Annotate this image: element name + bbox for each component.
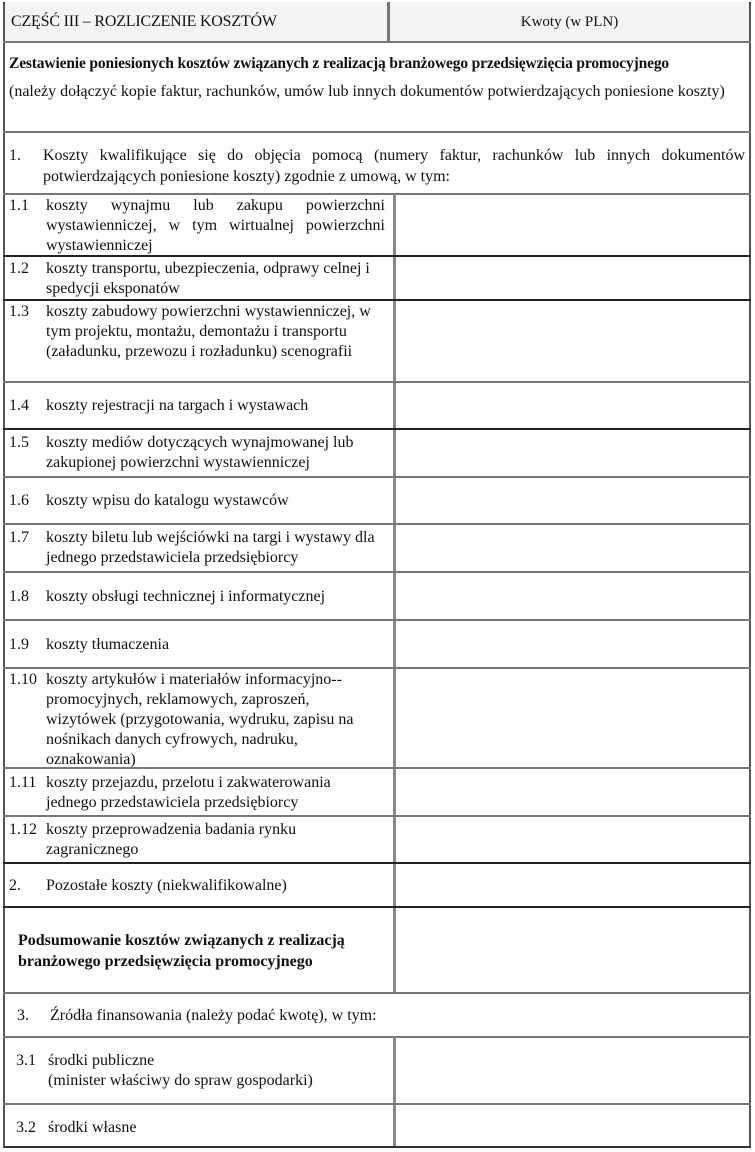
item-number: 1.2 bbox=[9, 260, 29, 277]
cost-item-row bbox=[9, 491, 385, 511]
amount-input-3-2[interactable] bbox=[397, 1105, 747, 1145]
amount-input-1-6[interactable] bbox=[397, 478, 747, 523]
funding-row bbox=[16, 1118, 392, 1138]
amount-input-2[interactable] bbox=[397, 864, 747, 906]
item-number: 1.3 bbox=[9, 303, 29, 320]
funding-number: 3.2 bbox=[16, 1119, 36, 1136]
section-2-label: Pozostałe koszty (niekwalifikowalne) bbox=[46, 877, 287, 894]
amount-input-1-5[interactable] bbox=[397, 430, 747, 476]
column-divider bbox=[393, 1037, 396, 1146]
cost-item-row bbox=[9, 433, 385, 473]
amount-input-1-7[interactable] bbox=[397, 525, 747, 571]
amount-input-1-10[interactable] bbox=[397, 669, 747, 767]
item-number: 1.5 bbox=[9, 434, 29, 451]
item-label: koszty mediów dotyczących wynajmowanej lub zakupionej powierzchni wystawienniczej bbox=[46, 434, 354, 471]
item-number: 1.11 bbox=[9, 774, 37, 791]
funding-sublabel: (minister właściwy do spraw gospodarki) bbox=[48, 1072, 313, 1089]
divider bbox=[3, 992, 751, 994]
funding-row bbox=[16, 1051, 392, 1091]
item-label: koszty obsługi technicznej i informatycznej bbox=[46, 588, 326, 605]
item-number: 1.8 bbox=[9, 588, 29, 605]
amount-input-1-1[interactable] bbox=[397, 195, 747, 255]
item-label: koszty przeprowadzenia badania rynku zagranicznego bbox=[46, 821, 297, 858]
item-label: koszty zabudowy powierzchni wystawienniczej, w tym projektu, montażu, demontażu i transportu (załadunku, przewozu i rozładunku) scenografii bbox=[46, 303, 371, 360]
amount-input-1-12[interactable] bbox=[397, 817, 747, 862]
item-number: 1.7 bbox=[9, 529, 29, 546]
item-label: koszty wpisu do katalogu wystawców bbox=[46, 492, 289, 509]
amount-input-1-8[interactable] bbox=[397, 573, 747, 619]
item-label: koszty rejestracji na targach i wystawach bbox=[46, 397, 309, 414]
section-1-number: 1. bbox=[9, 147, 21, 164]
cost-summary-title: Zestawienie poniesionych kosztów związanych z realizacją branżowego przedsięwzięcia promocyjnego bbox=[9, 55, 670, 72]
amount-input-1-3[interactable] bbox=[397, 301, 747, 381]
item-label: koszty wynajmu lub zakupu powierzchni wystawienniczej, w tym wirtualnej powierzchni wystawienniczej bbox=[46, 197, 385, 254]
amount-input-1-11[interactable] bbox=[397, 769, 747, 815]
item-label: koszty tłumaczenia bbox=[46, 636, 170, 653]
total-label: Podsumowanie kosztów związanych z realizacją branżowego przedsięwzięcia promocyjnego bbox=[18, 932, 345, 970]
cost-item-row bbox=[9, 259, 385, 299]
section-1-heading bbox=[9, 145, 745, 187]
amount-input-total[interactable] bbox=[397, 908, 747, 992]
amount-input-1-9[interactable] bbox=[397, 621, 747, 667]
amount-column-header: Kwoty (w PLN) bbox=[390, 2, 749, 42]
item-number: 1.6 bbox=[9, 492, 29, 509]
funding-label: środki własne bbox=[48, 1119, 137, 1136]
funding-number: 3.1 bbox=[16, 1052, 36, 1069]
section-1-label: Koszty kwalifikujące się do objęcia pomocą (numery faktur, rachunków lub innych dokumentów potwierdzających poniesione koszty) zgodnie z umową, w tym: bbox=[43, 147, 745, 185]
item-label: koszty artykułów i materiałów informacyjno--promocyjnych, reklamowych, zaproszeń, wizytówek (przygotowania, wydruku, zapisu na nośnikach danych cyfrowych, nadruku, oznakowania) bbox=[46, 671, 354, 768]
funding-label-group bbox=[48, 1051, 392, 1091]
divider bbox=[3, 131, 751, 133]
section-3-row bbox=[17, 1006, 717, 1026]
section-title: CZĘŚĆ III – ROZLICZENIE KOSZTÓW bbox=[5, 2, 390, 42]
item-label: koszty transportu, ubezpieczenia, odprawy celnej i spedycji eksponatów bbox=[46, 260, 370, 297]
item-number: 1.12 bbox=[9, 821, 37, 838]
section-3-label: Źródła finansowania (należy podać kwotę), w tym: bbox=[50, 1007, 377, 1024]
item-number: 1.4 bbox=[9, 397, 29, 414]
column-divider bbox=[393, 194, 396, 992]
cost-item-row bbox=[9, 196, 385, 256]
cost-summary-note: (należy dołączyć kopie faktur, rachunków, umów lub innych dokumentów potwierdzających poniesione koszty) bbox=[9, 83, 725, 100]
section-2-row bbox=[9, 876, 385, 896]
section-3-number: 3. bbox=[17, 1007, 29, 1024]
section-2-number: 2. bbox=[9, 877, 21, 894]
cost-item-row bbox=[9, 587, 385, 607]
item-number: 1.10 bbox=[9, 671, 37, 688]
divider bbox=[3, 41, 751, 43]
item-label: koszty biletu lub wejściówki na targi i wystawy dla jednego przedstawiciela przedsiębiorcy bbox=[46, 529, 375, 566]
amount-input-1-4[interactable] bbox=[397, 383, 747, 428]
item-number: 1.1 bbox=[9, 197, 29, 214]
cost-item-row bbox=[9, 820, 385, 860]
cost-item-row bbox=[9, 670, 385, 770]
cost-item-row bbox=[9, 528, 385, 568]
cost-settlement-form bbox=[3, 2, 751, 1148]
funding-label: środki publiczne bbox=[48, 1052, 155, 1069]
amount-input-1-2[interactable] bbox=[397, 257, 747, 299]
amount-input-3-1[interactable] bbox=[397, 1038, 747, 1103]
cost-item-row bbox=[9, 302, 385, 362]
cost-item-row bbox=[9, 773, 385, 813]
item-label: koszty przejazdu, przelotu i zakwaterowania jednego przedstawiciela przedsiębiorcy bbox=[46, 774, 331, 811]
cost-item-row bbox=[9, 396, 385, 416]
item-number: 1.9 bbox=[9, 636, 29, 653]
cost-item-row bbox=[9, 635, 385, 655]
